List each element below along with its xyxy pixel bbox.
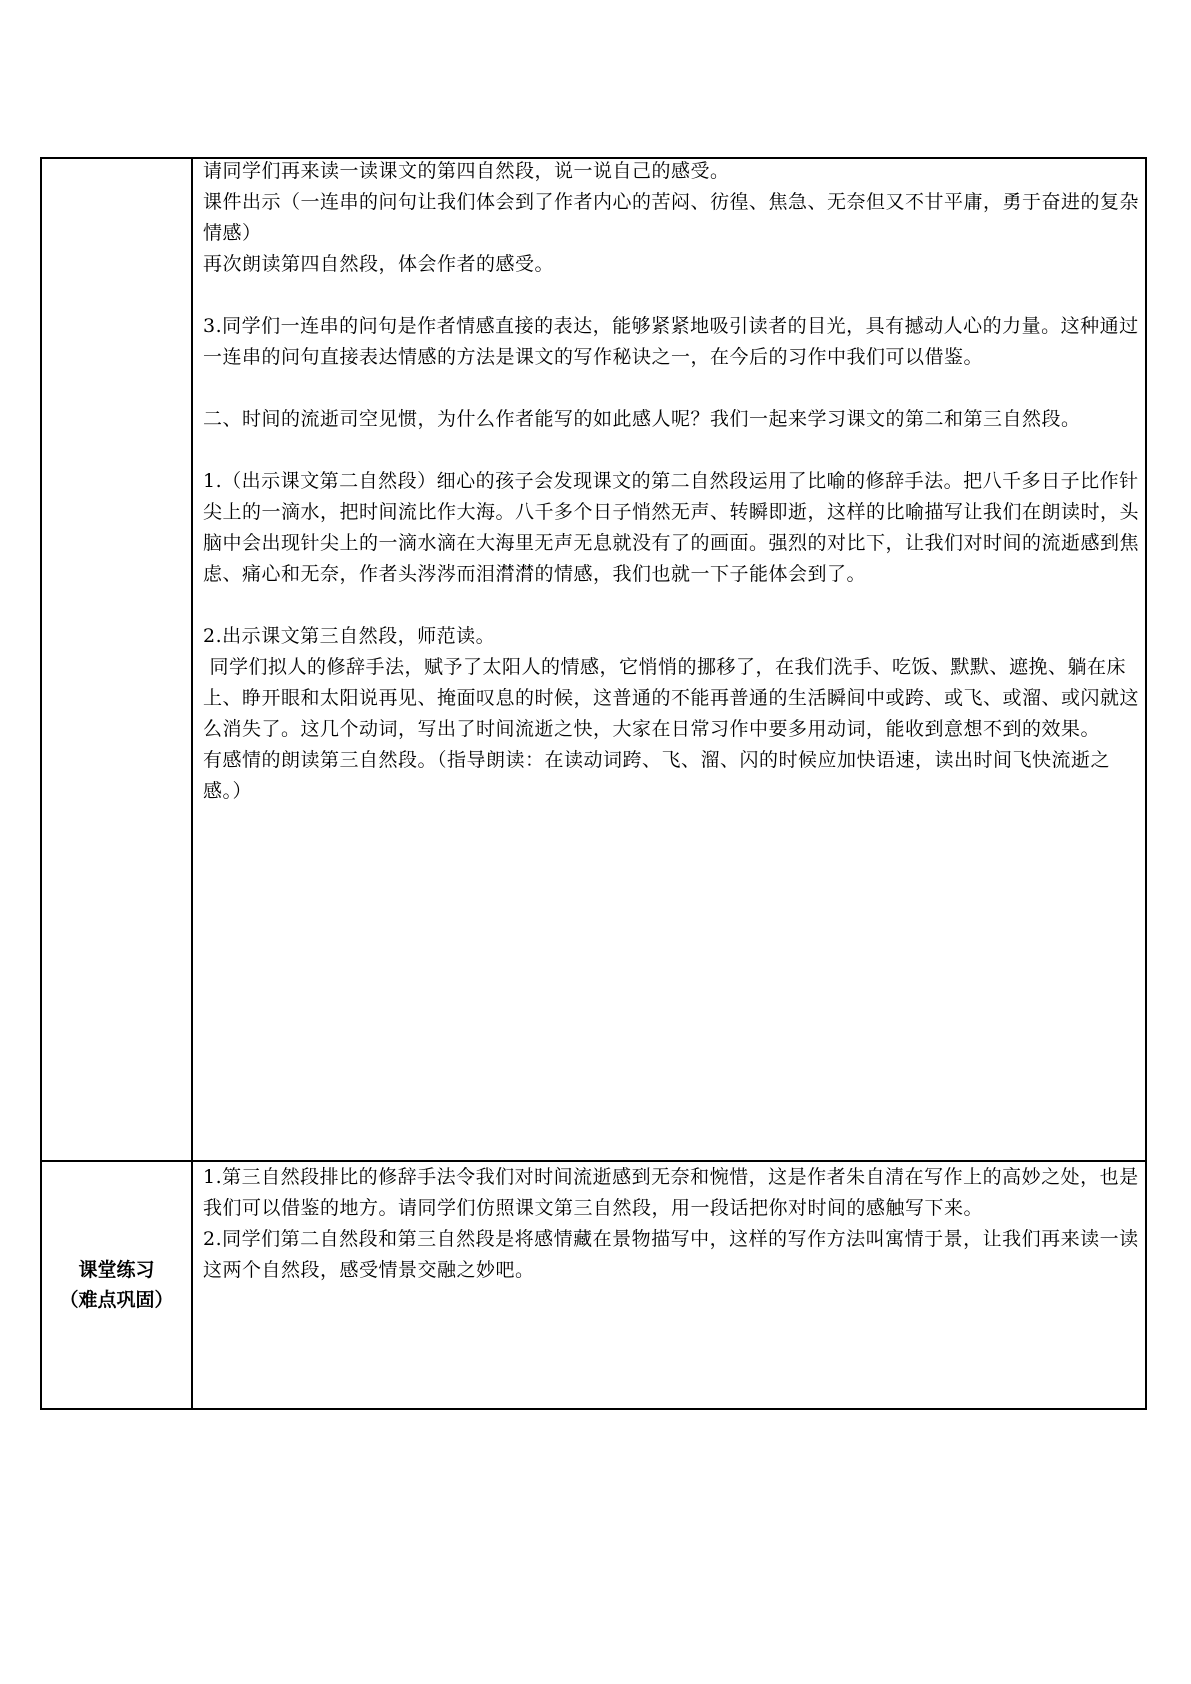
row1-label-cell [41,159,192,1160]
row2-label-cell [41,1162,192,1408]
paragraph: 课件出示（一连串的问句让我们体会到了作者内心的苦闷、彷徨、焦急、无奈但又不甘平庸，勇于奋进的复杂情感） [203,191,1140,244]
paragraph: 2.出示课文第三自然段，师范读。 [203,625,496,647]
row1-content [203,156,1143,807]
paragraph: 同学们拟人的修辞手法，赋予了太阳人的情感，它悄悄的挪移了，在我们洗手、吃饭、默默、遮挽、躺在床上、睁开眼和太阳说再见、掩面叹息的时候，这普通的不能再普通的生活瞬间中或跨、或飞、或溜、或闪就这么消失了。这几个动词，写出了时间流逝之快，大家在日常习作中要多用动词，能收到意想不到的效果。 [203,656,1140,740]
row-label-line: 课堂练习 [78,1259,155,1281]
row2-content [203,1162,1143,1286]
row-label-line: （难点巩固） [59,1289,174,1311]
paragraph: 请同学们再来读一读课文的第四自然段，说一说自己的感受。 [203,160,730,182]
paragraph: 有感情的朗读第三自然段。（指导朗读：在读动词跨、飞、溜、闪的时候应加快语速，读出时间飞快流逝之感。） [203,749,1111,802]
paragraph: 再次朗读第四自然段，体会作者的感受。 [203,253,555,275]
table-border-bottom [40,1408,1147,1410]
paragraph: 1.第三自然段排比的修辞手法令我们对时间流逝感到无奈和惋惜，这是作者朱自清在写作上的高妙之处，也是我们可以借鉴的地方。请同学们仿照课文第三自然段，用一段话把你对时间的感触写下来。 [203,1166,1139,1219]
paragraph: 1.（出示课文第二自然段）细心的孩子会发现课文的第二自然段运用了比喻的修辞手法。把八千多日子比作针尖上的一滴水，把时间流比作大海。八千多个日子悄然无声、转瞬即逝，这样的比喻描写让我们在朗读时，头脑中会出现针尖上的一滴水滴在大海里无声无息就没有了的画面。强烈的对比下，让我们对时间的流逝感到焦虑、痛心和无奈，作者头涔涔而泪潸潸的情感，我们也就一下子能体会到了。 [203,470,1140,585]
paragraph: 3.同学们一连串的问句是作者情感直接的表达，能够紧紧地吸引读者的目光，具有撼动人心的力量。这种通过一连串的问句直接表达情感的方法是课文的写作秘诀之一，在今后的习作中我们可以借鉴。 [203,315,1139,368]
paragraph: 2.同学们第二自然段和第三自然段是将感情藏在景物描写中，这样的写作方法叫寓情于景，让我们再来读一读这两个自然段，感受情景交融之妙吧。 [203,1228,1139,1281]
table-border-right [1145,157,1147,1410]
paragraph: 二、时间的流逝司空见惯，为什么作者能写的如此感人呢？我们一起来学习课文的第二和第三自然段。 [203,408,1081,430]
